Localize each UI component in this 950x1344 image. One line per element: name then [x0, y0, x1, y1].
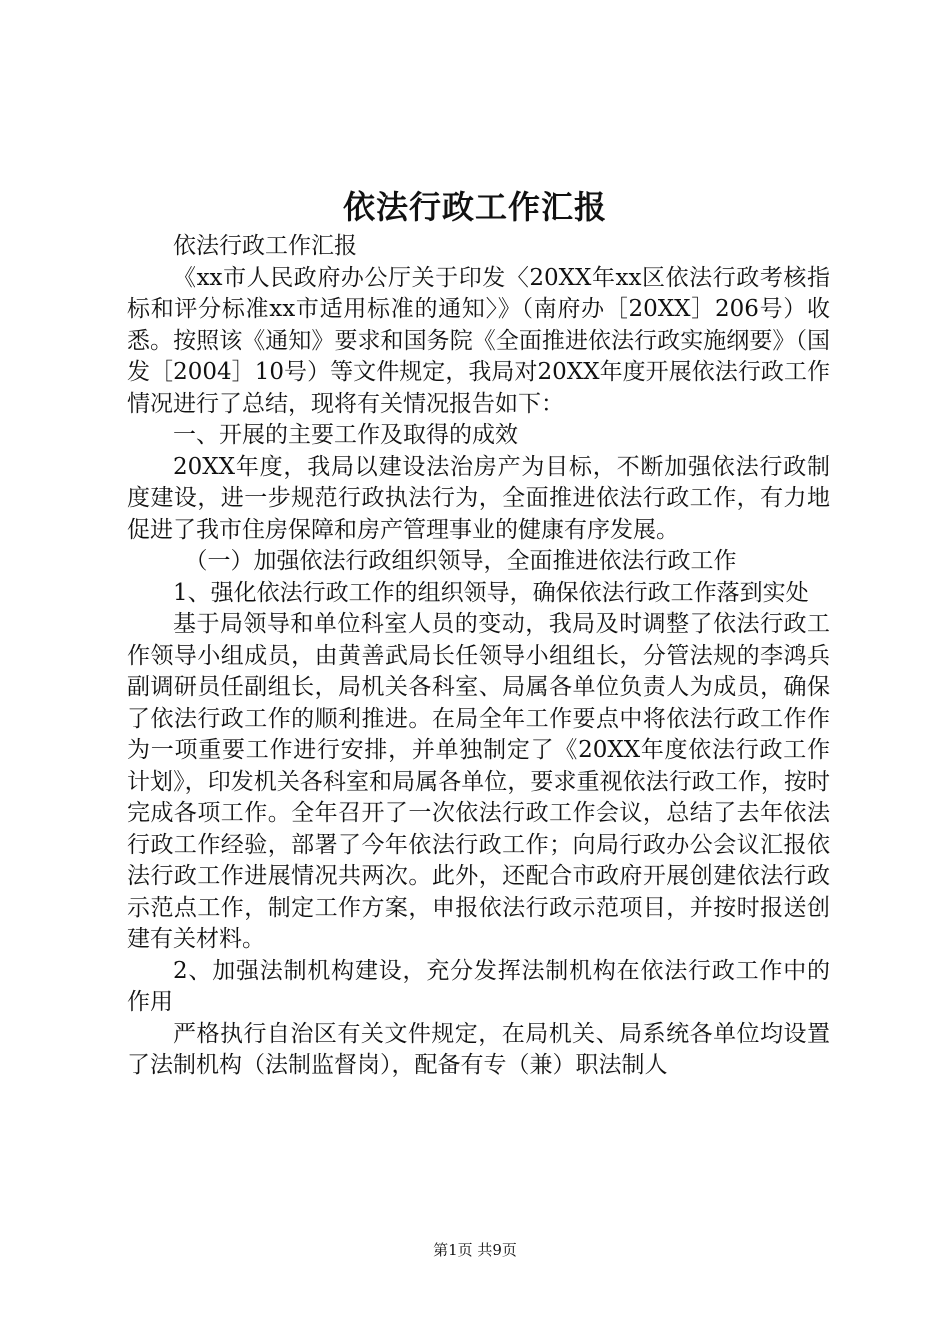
document-body	[127, 231, 830, 1082]
paragraph-intro: 《xx市人民政府办公厅关于印发〈20XX年xx区依法行政考核指标和评分标准xx市适用标准的通知〉》（南府办［20XX］206号）收悉。按照该《通知》要求和国务院《全面推进依法行政实施纲要》（国发［2004］10号）等文件规定，我局对20XX年度开展依法行政工作情况进行了总结，现将有关情况报告如下：	[127, 264, 830, 417]
paragraph-overview: 20XX年度，我局以建设法治房产为目标，不断加强依法行政制度建设，进一步规范行政执法行为，全面推进依法行政工作，有力地促进了我市住房保障和房产管理事业的健康有序发展。	[127, 453, 830, 543]
item-heading-1: 1、强化依法行政工作的组织领导，确保依法行政工作落到实处	[173, 579, 809, 606]
section-heading-1: 一、开展的主要工作及取得的成效	[173, 422, 518, 448]
page-footer: 第1页 共9页	[433, 1241, 517, 1259]
item-heading-2: 2、加强法制机构建设，充分发挥法制机构在依法行政工作中的作用	[127, 957, 830, 1015]
paragraph-item-1: 基于局领导和单位科室人员的变动，我局及时调整了依法行政工作领导小组成员，由黄善武局长任领导小组组长，分管法规的李鸿兵副调研员任副组长，局机关各科室、局属各单位负责人为成员，确保了依法行政工作的顺利推进。在局全年工作要点中将依法行政工作作为一项重要工作进行安排，并单独制定了《20XX年度依法行政工作计划》，印发机关各科室和局属各单位，要求重视依法行政工作，按时完成各项工作。全年召开了一次依法行政工作会议，总结了去年依法行政工作经验，部署了今年依法行政工作；向局行政办公会议汇报依法行政工作进展情况共两次。此外，还配合市政府开展创建依法行政示范点工作，制定工作方案，申报依法行政示范项目，并按时报送创建有关材料。	[127, 611, 830, 952]
sub-heading-1: （一）加强依法行政组织领导，全面推进依法行政工作	[184, 548, 737, 574]
paragraph-item-2: 严格执行自治区有关文件规定，在局机关、局系统各单位均设置了法制机构（法制监督岗），配备有专（兼）职法制人	[127, 1020, 830, 1078]
paragraph-subtitle: 依法行政工作汇报	[173, 233, 357, 259]
document-title: 依法行政工作汇报	[342, 188, 607, 226]
